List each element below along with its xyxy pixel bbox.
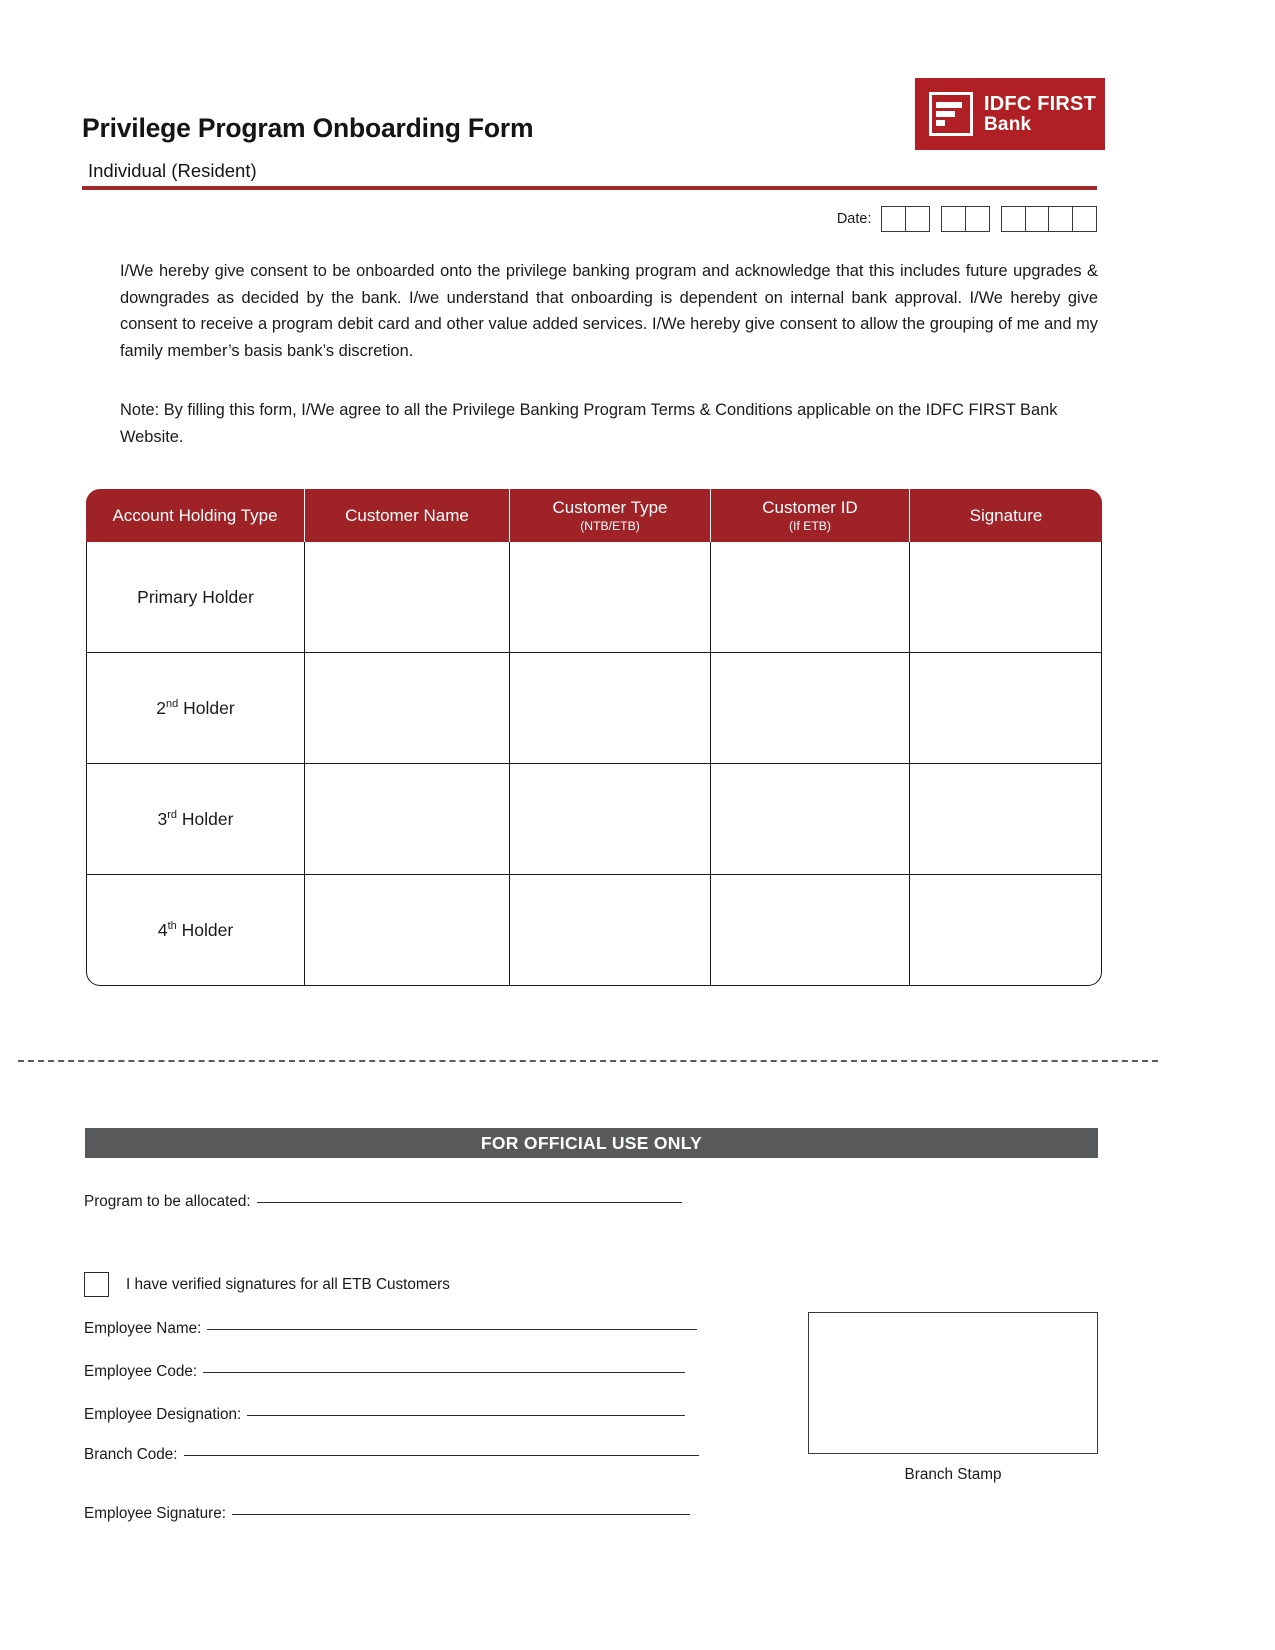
branch-code-label: Branch Code:: [84, 1446, 178, 1463]
cell-customer-name[interactable]: [305, 542, 510, 653]
employee-signature-field: [84, 1505, 690, 1523]
cell-signature[interactable]: [910, 542, 1102, 653]
date-year-cell-3[interactable]: [1048, 206, 1073, 232]
branch-stamp-caption: Branch Stamp: [904, 1466, 1002, 1483]
cell-customer-type[interactable]: [510, 764, 711, 875]
row-label-suffix: Holder: [177, 808, 234, 829]
employee-code-label: Employee Code:: [84, 1363, 198, 1380]
logo-line-2: Bank: [984, 113, 1032, 135]
row-label-ordinal: nd: [166, 697, 179, 710]
cell-customer-id[interactable]: [711, 653, 910, 764]
account-holders-table: [86, 489, 1102, 986]
logo-wordmark: [984, 93, 1096, 136]
row-label-suffix: Holder: [176, 919, 234, 940]
idfc-first-bank-logo-mark-icon: [929, 92, 973, 136]
cell-customer-id[interactable]: [711, 875, 910, 986]
col-sublabel: (NTB/ETB): [580, 519, 640, 533]
page-title: Privilege Program Onboarding Form: [82, 113, 534, 143]
date-day-group: [881, 206, 930, 232]
employee-signature-input-line[interactable]: [232, 1513, 690, 1515]
cell-customer-name[interactable]: [305, 653, 510, 764]
cell-customer-name[interactable]: [305, 764, 510, 875]
row-label-text: 2: [156, 697, 167, 718]
cell-customer-id[interactable]: [711, 764, 910, 875]
col-label: Customer Name: [345, 505, 469, 525]
cell-signature[interactable]: [910, 653, 1102, 764]
col-label: Customer ID: [762, 498, 858, 517]
date-year-group: [1001, 206, 1097, 232]
row-label-text: 4: [157, 919, 168, 940]
logo-line-1: IDFC FIRST: [984, 92, 1096, 115]
employee-name-label: Employee Name:: [84, 1320, 202, 1337]
cell-customer-type[interactable]: [510, 542, 711, 653]
row-label-suffix: Holder: [178, 697, 235, 718]
col-label: Account Holding Type: [112, 505, 278, 525]
cell-signature[interactable]: [910, 764, 1102, 875]
employee-signature-label: Employee Signature:: [84, 1505, 227, 1522]
verified-signatures-checkbox[interactable]: [84, 1272, 109, 1297]
date-year-cell-2[interactable]: [1025, 206, 1050, 232]
date-month-cell-1[interactable]: [941, 206, 966, 232]
program-to-be-allocated-field: [84, 1193, 682, 1211]
branch-code-field: [84, 1446, 699, 1464]
employee-designation-input-line[interactable]: [247, 1414, 685, 1416]
date-day-cell-2[interactable]: [905, 206, 930, 232]
col-customer-type: [510, 489, 711, 542]
col-sublabel: (If ETB): [789, 519, 831, 533]
bank-logo: [915, 78, 1105, 150]
date-year-cell-4[interactable]: [1072, 206, 1097, 232]
page-subtitle: Individual (Resident): [88, 160, 257, 181]
col-account-holding-type: [86, 489, 305, 542]
date-month-group: [941, 206, 990, 232]
date-year-cell-1[interactable]: [1001, 206, 1026, 232]
consent-note: Note: By filling this form, I/We agree to all the Privilege Banking Program Terms & Conditions applicable on the IDFC FIRST Bank Website.: [120, 401, 1058, 446]
consent-paragraph: I/We hereby give consent to be onboarded onto the privilege banking program and acknowledge that this includes future upgrades & downgrades as decided by the bank. I/we understand that onboarding is dependent on internal bank approval. I/We hereby give consent to receive a program debit card and other value added services. I/We hereby give consent to allow the grouping of me and my family member’s basis bank’s discretion.: [120, 262, 1098, 360]
table-row: [86, 542, 1102, 653]
date-day-cell-1[interactable]: [881, 206, 906, 232]
col-label: Signature: [969, 505, 1043, 525]
tear-off-dashed-line: [18, 1060, 1158, 1062]
row-label-ordinal: th: [167, 919, 177, 932]
employee-name-field: [84, 1320, 697, 1338]
row-label-third-holder: [86, 764, 305, 875]
cell-customer-type[interactable]: [510, 653, 711, 764]
cell-customer-name[interactable]: [305, 875, 510, 986]
table-header-row: [86, 489, 1102, 542]
col-customer-id: [711, 489, 910, 542]
employee-code-field: [84, 1363, 685, 1381]
table-row: [86, 875, 1102, 986]
verified-signatures-label: I have verified signatures for all ETB Customers: [126, 1275, 450, 1293]
row-label-ordinal: rd: [167, 808, 178, 821]
employee-designation-field: [84, 1406, 685, 1424]
branch-stamp-box[interactable]: [808, 1312, 1098, 1454]
col-signature: [910, 489, 1102, 542]
verified-signatures-checkbox-row[interactable]: [84, 1272, 450, 1297]
employee-name-input-line[interactable]: [207, 1328, 697, 1330]
cell-signature[interactable]: [910, 875, 1102, 986]
official-use-banner: FOR OFFICIAL USE ONLY: [85, 1128, 1098, 1158]
cell-customer-type[interactable]: [510, 875, 711, 986]
cell-customer-id[interactable]: [711, 542, 910, 653]
date-field: [837, 206, 1097, 232]
employee-designation-label: Employee Designation:: [84, 1406, 242, 1423]
row-label-text: 3: [157, 808, 168, 829]
header-divider: [82, 186, 1097, 190]
row-label-fourth-holder: [86, 875, 305, 986]
row-label-primary-holder: [86, 542, 305, 653]
program-input-line[interactable]: [257, 1201, 682, 1203]
employee-code-input-line[interactable]: [203, 1371, 685, 1373]
program-label: Program to be allocated:: [84, 1193, 251, 1210]
table-row: [86, 653, 1102, 764]
row-label-text: Primary Holder: [137, 586, 254, 607]
col-label: Customer Type: [552, 498, 668, 517]
row-label-second-holder: [86, 653, 305, 764]
col-customer-name: [305, 489, 510, 542]
date-month-cell-2[interactable]: [965, 206, 990, 232]
table-row: [86, 764, 1102, 875]
branch-code-input-line[interactable]: [184, 1454, 699, 1456]
date-label: Date:: [836, 211, 872, 227]
